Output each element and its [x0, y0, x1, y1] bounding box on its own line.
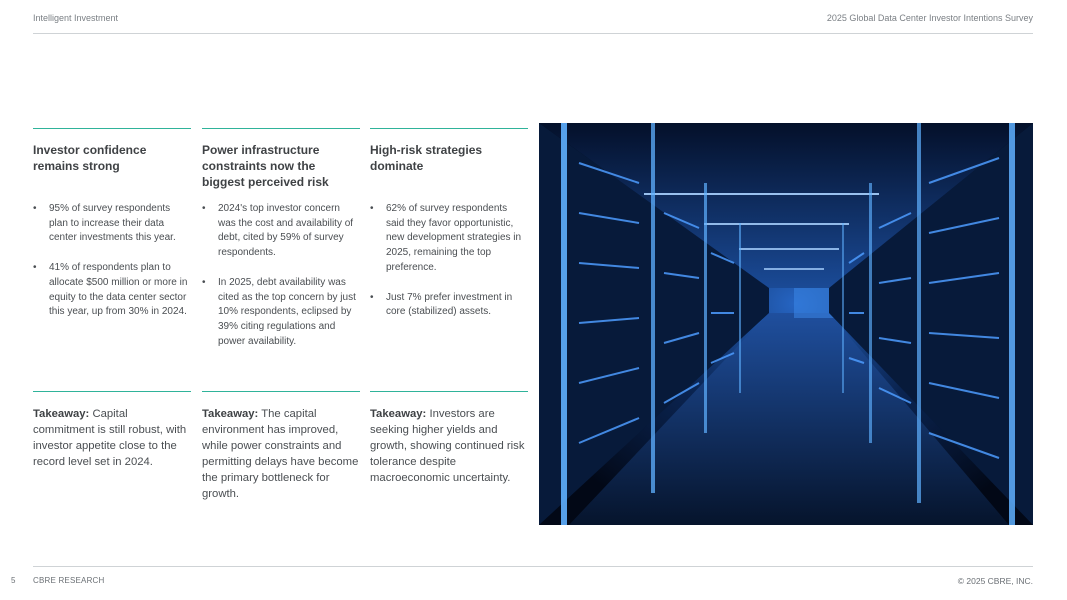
column-top-rule [33, 128, 191, 129]
column-high-risk-strategies [370, 128, 528, 318]
takeaway-label: Takeaway: [370, 408, 427, 420]
footer-brand: CBRE RESEARCH [33, 576, 105, 585]
bullet-text: 95% of survey respondents plan to increase their data center investments this year. [49, 203, 176, 244]
list-item [370, 291, 528, 320]
list-item [33, 202, 191, 246]
bullet-text: 62% of survey respondents said they favor opportunistic, new development strategies in 2025, remaining the top preference. [386, 203, 522, 273]
bullet-marker: • [33, 203, 37, 214]
bullet-marker: • [202, 276, 206, 288]
takeaway-divider [370, 391, 528, 392]
takeaway-divider [202, 391, 360, 392]
page-number: 5 [11, 576, 16, 585]
column-heading: Power infrastructure constraints now the biggest perceived risk [202, 143, 329, 189]
bullet-marker: • [202, 203, 206, 214]
takeaway-text: The capital environment has improved, while power constraints and permitting delays have become the primary bottleneck for growth. [202, 408, 359, 500]
takeaway-high-risk-strategies [370, 406, 528, 486]
takeaway-investor-confidence [33, 406, 191, 470]
bullet-text: In 2025, debt availability was cited as the top concern by just 10% respondents, eclipsed by 39% citing regulations and power availability. [218, 276, 356, 347]
list-item [202, 276, 360, 350]
data-center-photo [539, 123, 1033, 525]
column-heading: Investor confidence remains strong [33, 143, 147, 173]
bullet-marker: • [33, 262, 37, 274]
column-heading: High-risk strategies dominate [370, 143, 483, 173]
takeaway-power-constraints [202, 406, 360, 502]
header-report-title: 2025 Global Data Center Investor Intentions Survey [826, 13, 1033, 23]
takeaway-label: Takeaway: [33, 408, 90, 420]
bullet-text: 2024's top investor concern was the cost and availability of debt, cited by 59% of survey respondents. [218, 203, 354, 259]
takeaway-divider [33, 391, 191, 392]
header-divider [33, 33, 1033, 34]
bullet-text: Just 7% prefer investment in core (stabilized) assets. [386, 291, 513, 318]
bullet-list [202, 202, 360, 364]
takeaway-label: Takeaway: [202, 408, 259, 420]
bullet-list [370, 202, 528, 335]
column-top-rule [370, 128, 528, 129]
column-power-constraints [202, 128, 360, 347]
takeaway-text: Capital commitment is still robust, with investor appetite close to the record level set in 2024. [33, 408, 187, 468]
header-section-title: Intelligent Investment [33, 13, 119, 23]
footer-divider [33, 566, 1033, 567]
column-investor-confidence [33, 128, 191, 318]
list-item [370, 202, 528, 276]
list-item [33, 261, 191, 320]
bullet-marker: • [370, 203, 374, 214]
bullet-list [33, 202, 191, 335]
column-top-rule [202, 128, 360, 129]
takeaway-text: Investors are seeking higher yields and growth, showing continued risk tolerance despite macroeconomic uncertainty. [370, 408, 525, 484]
bullet-text: 41% of respondents plan to allocate $500 million or more in equity to the data center sector this year, up from 30% in 2024. [49, 262, 188, 318]
list-item [202, 202, 360, 261]
bullet-marker: • [370, 291, 374, 303]
footer-copyright: © 2025 CBRE, INC. [957, 576, 1033, 586]
